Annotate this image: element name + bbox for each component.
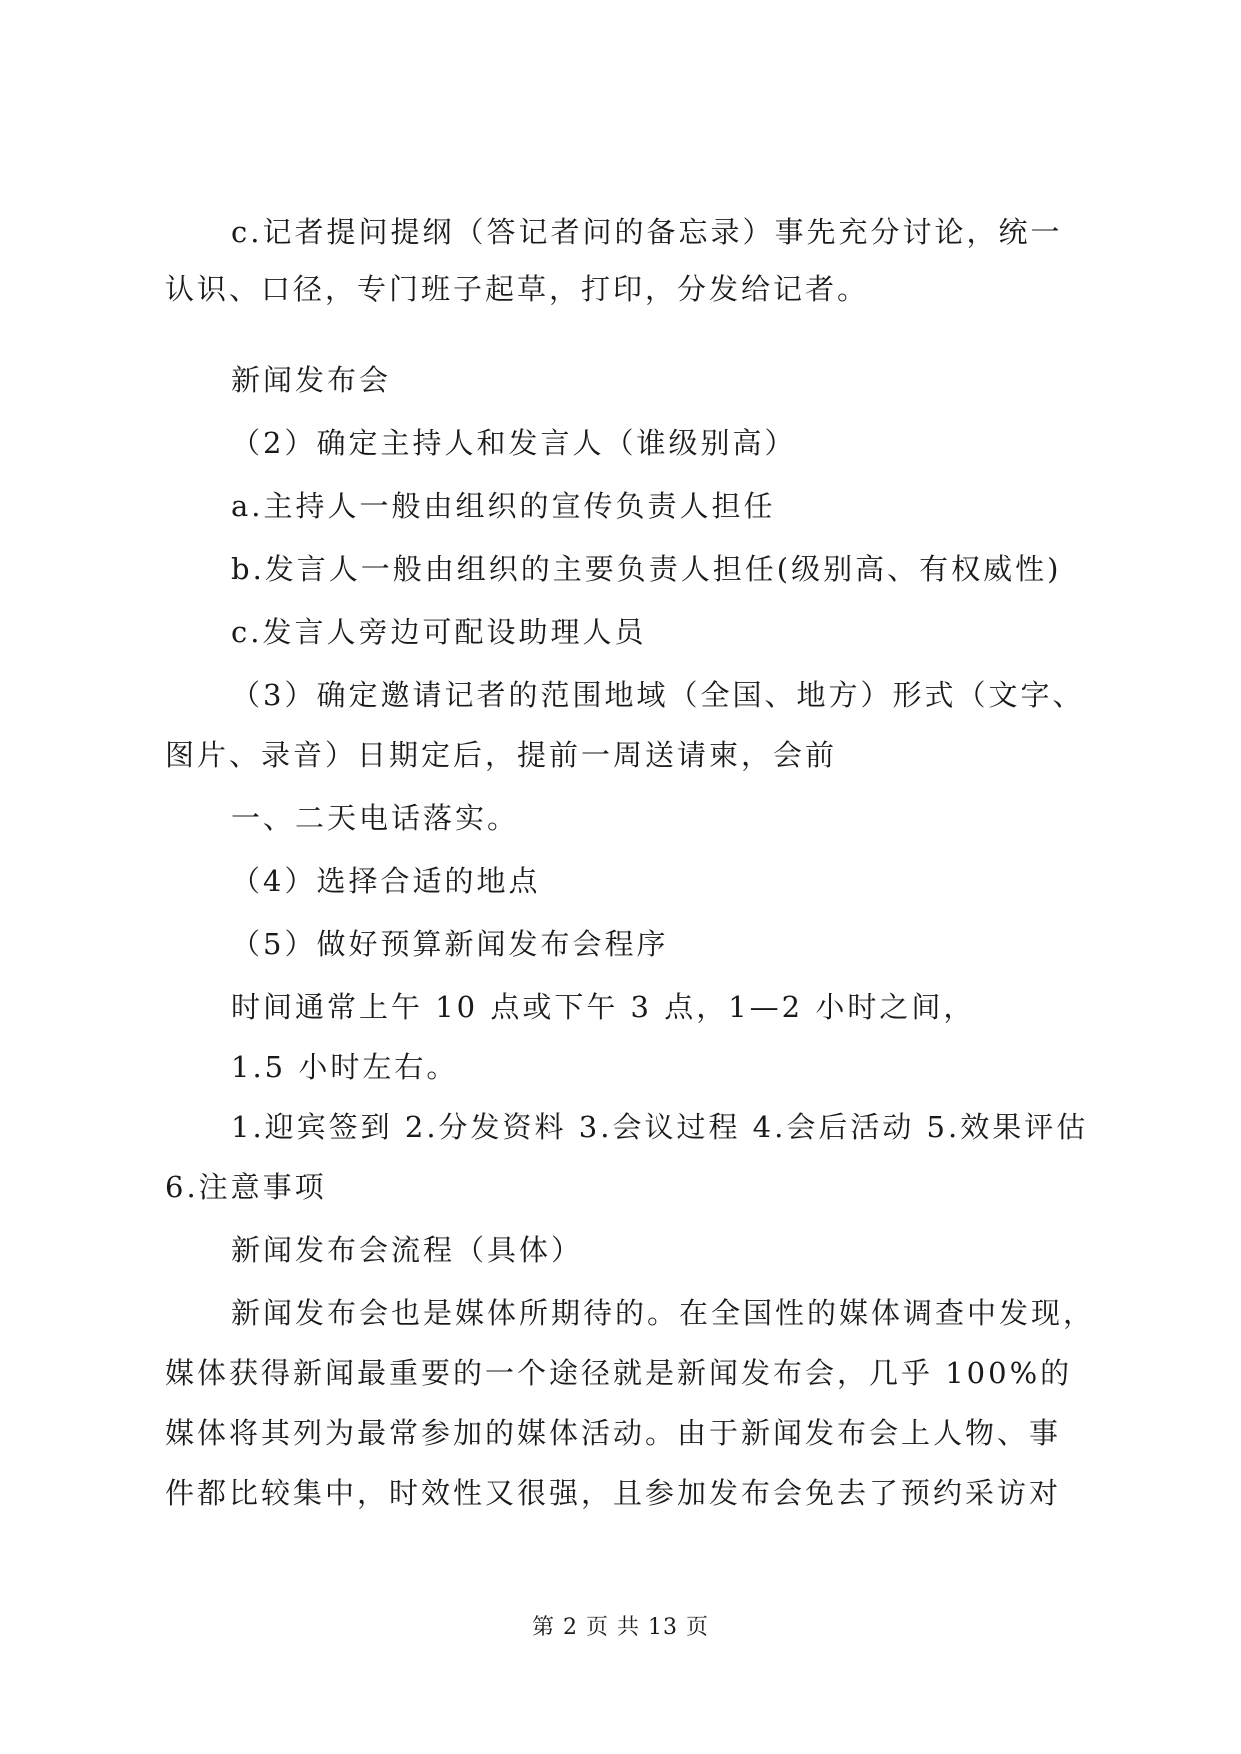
section-heading: 新闻发布会 <box>231 363 392 397</box>
text-line: 图片、录音）日期定后，提前一周送请柬，会前 <box>165 738 838 772</box>
text-line: （2）确定主持人和发言人（谁级别高） <box>231 426 797 460</box>
text-line: 时间通常上午 10 点或下午 3 点，1—2 小时之间， <box>231 990 976 1024</box>
text-line: 媒体获得新闻最重要的一个途径就是新闻发布会，几乎 100%的 <box>165 1356 1073 1390</box>
text-line: 1.迎宾签到 2.分发资料 3.会议过程 4.会后活动 5.效果评估 <box>231 1110 1089 1144</box>
page-footer: 第 2 页 共 13 页 <box>532 1615 709 1640</box>
text-line: （5）做好预算新闻发布会程序 <box>231 927 669 961</box>
text-line: 1.5 小时左右。 <box>231 1050 459 1084</box>
text-line: 认识、口径，专门班子起草，打印，分发给记者。 <box>165 272 870 306</box>
text-line: c.记者提问提纲（答记者问的备忘录）事先充分讨论，统一 <box>231 215 1063 249</box>
text-line: （4）选择合适的地点 <box>231 864 541 898</box>
text-line: 媒体将其列为最常参加的媒体活动。由于新闻发布会上人物、事 <box>165 1416 1062 1450</box>
text-line: （3）确定邀请记者的范围地域（全国、地方）形式（文字、 <box>231 678 1085 712</box>
text-line: 6.注意事项 <box>165 1170 327 1204</box>
text-line: 件都比较集中，时效性又很强，且参加发布会免去了预约采访对 <box>165 1476 1062 1510</box>
section-heading: 新闻发布会流程（具体） <box>231 1233 584 1267</box>
text-line: c.发言人旁边可配设助理人员 <box>231 615 647 649</box>
text-line: 新闻发布会也是媒体所期待的。在全国性的媒体调查中发现， <box>231 1296 1096 1330</box>
text-line: a.主持人一般由组织的宣传负责人担任 <box>231 489 776 523</box>
text-line: 一、二天电话落实。 <box>231 801 520 835</box>
text-line: b.发言人一般由组织的主要负责人担任(级别高、有权威性) <box>231 552 1062 586</box>
